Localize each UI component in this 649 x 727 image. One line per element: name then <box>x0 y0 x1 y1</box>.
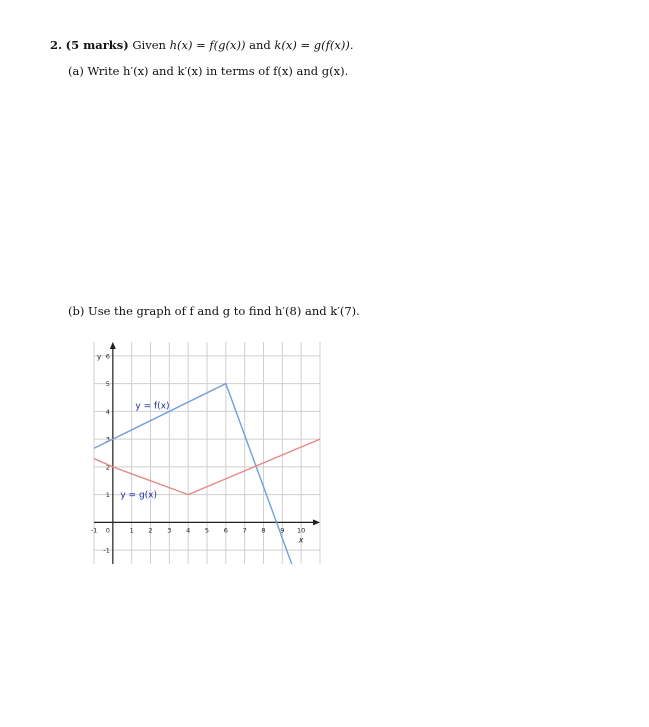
y-tick-label: -1 <box>103 546 110 555</box>
y-axis-arrow <box>110 342 116 349</box>
y-tick-label: 4 <box>105 407 110 416</box>
part-a-label: (a) <box>68 64 84 78</box>
x-tick-label: 10 <box>297 526 306 535</box>
function-graph <box>92 338 322 568</box>
part-a <box>68 64 348 78</box>
x-axis-arrow <box>313 519 320 525</box>
x-tick-label: 5 <box>204 526 210 535</box>
x-tick-label: 9 <box>280 526 285 535</box>
h-definition: h(x) = f(g(x)) <box>169 38 246 52</box>
g-series-label: y = g(x) <box>120 490 158 501</box>
series-line-f <box>94 384 292 564</box>
question-number: 2. <box>50 38 63 52</box>
part-b-text: Use the graph of f and g to find h′(8) and k′(7). <box>88 304 360 318</box>
given-word: Given <box>132 38 166 52</box>
x-axis-label: x <box>298 535 304 545</box>
x-tick-label: 8 <box>261 526 266 535</box>
y-tick-label: 3 <box>105 435 110 444</box>
part-b <box>68 304 360 318</box>
question-header <box>50 38 353 52</box>
x-tick-label: -1 <box>90 526 98 535</box>
question-marks: (5 marks) <box>65 38 129 52</box>
part-b-label: (b) <box>68 304 85 318</box>
x-tick-label: 7 <box>242 526 247 535</box>
x-tick-label: 2 <box>148 526 153 535</box>
and-word: and <box>249 38 271 52</box>
y-axis-label: y <box>97 352 102 361</box>
y-tick-label: 2 <box>105 463 110 472</box>
y-tick-label: 6 <box>105 352 110 361</box>
y-tick-label: 5 <box>105 380 110 389</box>
x-tick-label: 6 <box>223 526 228 535</box>
y-tick-label: 1 <box>105 491 110 500</box>
x-tick-label: 1 <box>129 526 134 535</box>
x-tick-label: 3 <box>167 526 172 535</box>
k-definition: k(x) = g(f(x)). <box>274 38 354 52</box>
x-tick-label: 4 <box>186 526 191 535</box>
f-series-label: y = f(x) <box>135 401 170 412</box>
origin-label: 0 <box>105 526 110 535</box>
graph-svg <box>92 338 322 568</box>
part-a-text: Write h′(x) and k′(x) in terms of f(x) and g(x). <box>87 64 349 78</box>
